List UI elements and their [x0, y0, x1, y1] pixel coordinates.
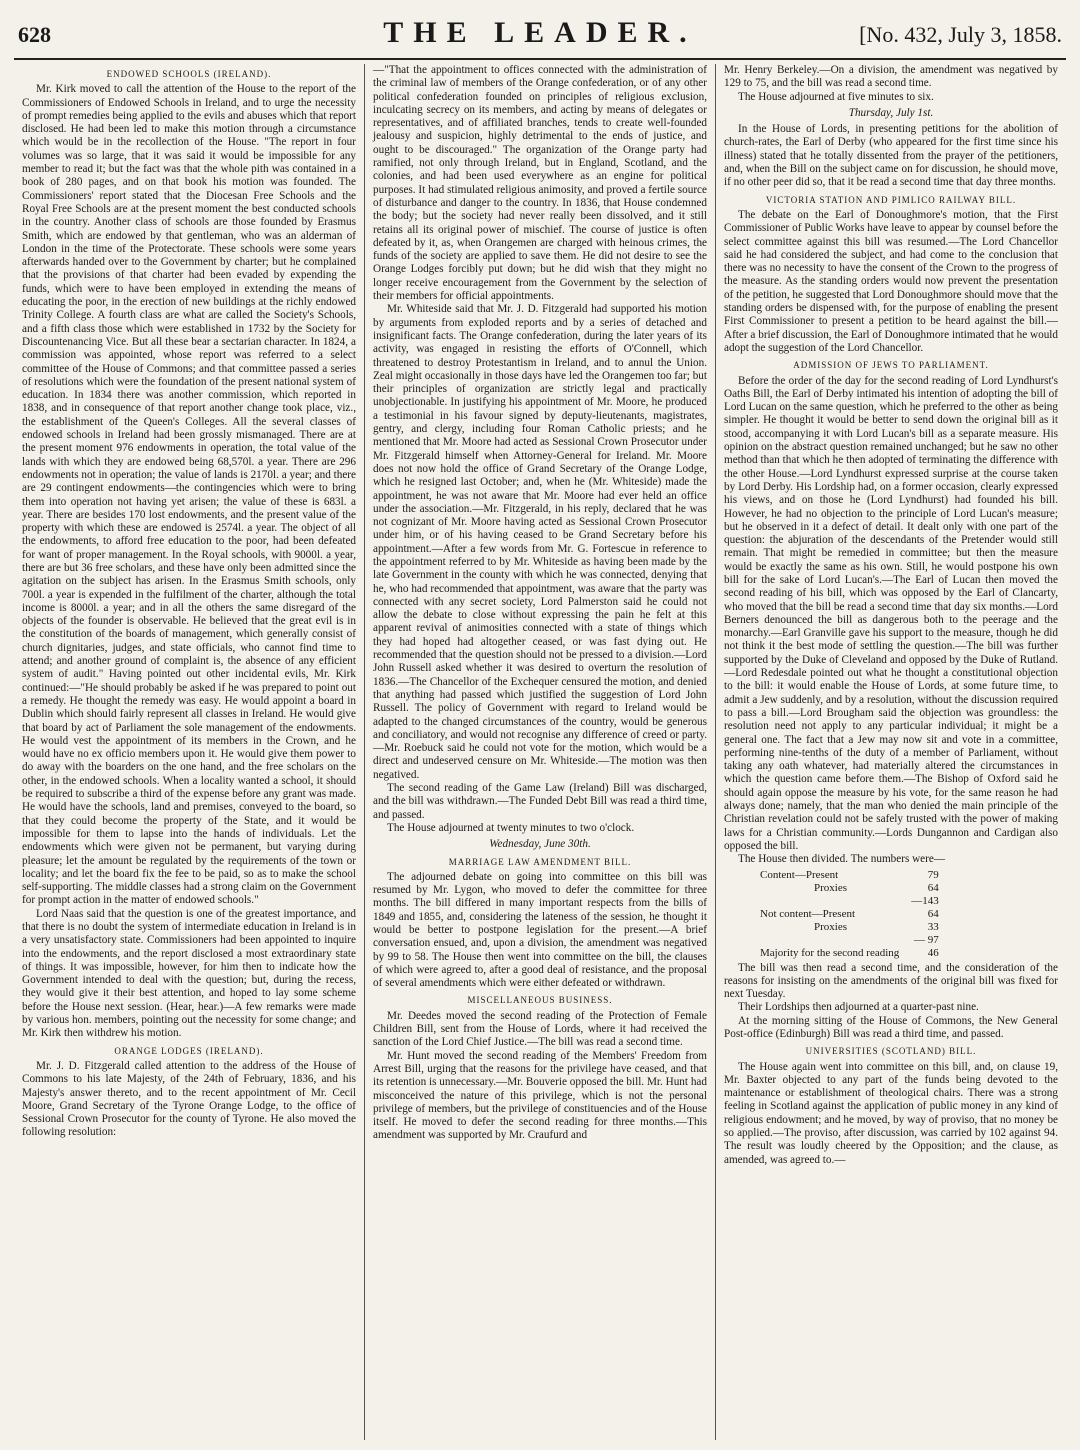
section-heading: VICTORIA STATION AND PIMLICO RAILWAY BILL. — [765, 194, 1017, 205]
page-header — [14, 8, 1066, 60]
paragraph: Lord Naas said that the question is one of the greatest importance, and that there is no doubt the system of intermediate education in Ireland is in a very unsatisfactory state. Commissioners had been appointed to inquire into the endowments, and the report disclosed a most extraordinary state of things. It was impossible, however, for him then to indicate how the Government intended to deal with the question; but, during the recess, they would give it their best attention, and hoped to lay some scheme before the House next session. (Hear, hear.)—A few remarks were made by various hon. members, pointing out the necessity for some change; and Mr. Kirk then withdrew his motion. — [22, 907, 356, 1040]
table-row — [754, 869, 945, 882]
vote-label: Not content—Present — [760, 907, 856, 920]
paragraph: Mr. Kirk moved to call the attention of the House to the report of the Commissioners of Endowed Schools in Ireland, and to urge the necessity of prompt remedies being applied to the evils and abuses which that report disclosed. He had been led to make this motion through a circumstance which would be in the recollection of the House. "The report in four volumes was so large, that it was said it would be impossible for any member to read it; but the fact was that the whole pith was contained in a book of 280 pages, and on that book his motion was founded. The Commissioners' report stated that the Diocesan Free Schools and the Royal Free Schools are at the present moment the best conducted schools in the country. Another class of schools are those founded by Erasmus Smith, which are endowed by that gentleman, who was an alderman of London in the time of the Protectorate. These schools were some years afterwards handed over to the Government by charter; but he complained that the provisions of that charter had been evaded by expending the funds, which were to have been employed in extending the means of educating the poor, in the erection of new buildings at the richly endowed Trinity College. A fourth class are what are called the Society's Schools, and a fifth class those which were established in 1732 by the Society for Discountenancing Vice. But all these bear a sectarian character. In 1824, a commission was appointed, whose report was referred to a select committee of the House of Commons; and that committee passed a series of resolutions which were the foundation of the present national system of education. In 1834 there was another commission, which reported in 1838, and in consequence of that report another change took place, viz., the establishment of the Queen's Colleges. All the several classes of endowed schools in Ireland had been grossly mismanaged. There are at the present moment 976 endowments in operation, the total value of the lands with which they are endowed being 68,570l. a year. There are 296 endowments not in operation; the value of lands is 2170l. a year; and there are 29 contingent endowments—the contingencies which were to bring them into operation not having yet arisen; the value of these is 683l. a year. There are besides 170 lost endowments, and the present value of the property with which these are endowed is 2574l. a year. The object of all the endowments, to afford free education to the poor, had been defeated for want of proper management. In the Royal schools, with 9000l. a year, there are but 36 free scholars, and these have only been admitted since the agitation on the subject has arisen. In the Erasmus Smith schools, only 700l. a year is expended in the fulfilment of the charter, although the total income is 8000l. a year; and in all the others the same disregard of the objects of the founder is observable. He believed that the great evil is in the constitution of the boards of management, which generally consist of church dignitaries, judges, and state officials, who cannot find time to attend; and another ground of complaint is, the absence of any efficient system of audit." Having pointed out other incidental evils, Mr. Kirk continued:—"He should probably be asked if he was prepared to point out a remedy. He thought the remedy was easy. He would appoint a board in Dublin which should fairly represent all classes in Ireland. He would give that board by act of Parliament the sole management of the endowments. He would vest the appointment of its members in the Crown, and he would have no ex officio members upon it. He would give them power to do away with the boarders on the one hand, and the free scholars on the other, in the endowed schools. When a locality wanted a school, it should be required to subscribe a third of the expense before any grant was made. He would have the schools, land and premises, conveyed to the board, so that they could become the property of the State, and it would be impossible for them to lapse into the hands of individuals. Let the endowments which were given not be permanent, but varying during pleasure; let the amount be regulated by the requirements of the town or locality; and let the board fix the fee to be paid, so as to make the school self-supporting. The middle classes had a strong claim on the Government for prompt action in the matter of endowed schools." — [22, 83, 356, 907]
section-heading: UNIVERSITIES (SCOTLAND) BILL. — [805, 1046, 977, 1057]
paragraph: The House again went into committee on this bill, and, on clause 19, Mr. Baxter objected to any part of the funds being devoted to the maintenance or establishment of theological chairs. There was a strong feeling in Scotland against the application of public money in any kind of religious endowment; and he moved, by way of proviso, that no money be so applied.—The proviso, after discussion, was carried by 102 against 94. The result was loudly cheered by the Opposition; and the clause, as amended, was agreed to.— — [724, 1060, 1058, 1166]
column-3 — [715, 64, 1066, 1440]
paragraph: The adjourned debate on going into committee on this bill was resumed by Mr. Lygon, who moved to defer the committee for three months. The bill differed in many important respects from the bills of 1849 and 1855, and, considering the lateness of the session, he thought it would be better to postpone legislation for the present.—A brief conversation ensued, and, upon a division, the amendment was negatived by 99 to 58. The House then went into committee on the bill, the clauses of which were agreed to, after a good deal of resistance, and the proposal of several amendments which were either defeated or withdrawn. — [373, 870, 707, 990]
page-number: 628 — [18, 22, 51, 47]
table-row — [754, 921, 945, 934]
vote-count: 64 — [927, 881, 939, 894]
paragraph: Mr. Deedes moved the second reading of the Protection of Female Children Bill, sent from the House of Lords, where it had received the sanction of the Lord Chief Justice.—The bill was read a second time. — [373, 1009, 707, 1049]
issue-info: [No. 432, July 3, 1858. — [859, 22, 1062, 47]
paragraph: Mr. Henry Berkeley.—On a division, the amendment was negatived by 129 to 75, and the bill was read a second time. — [724, 64, 1058, 90]
paragraph: Their Lordships then adjourned at a quarter-past nine. — [738, 1001, 979, 1014]
table-row — [754, 947, 945, 960]
date-line: Wednesday, June 30th. — [489, 838, 591, 851]
column-1 — [14, 64, 364, 1440]
paragraph: Mr. Hunt moved the second reading of the Members' Freedom from Arrest Bill, urging that the reasons for the privilege have ceased, and that its retention is unnecessary.—Mr. Bouverie opposed the bill. Mr. Hunt had misconceived the nature of this privilege, which is not the personal privilege of members, but the privilege of constituencies and of the House itself. He moved to defer the second reading for three months.—This amendment was supported by Mr. Craufurd and — [373, 1049, 707, 1142]
vote-label: Majority for the second reading — [760, 946, 900, 959]
paragraph: The House adjourned at five minutes to six. — [738, 90, 934, 103]
section-heading: MISCELLANEOUS BUSINESS. — [467, 995, 613, 1006]
section-heading: ENDOWED SCHOOLS (IRELAND). — [106, 69, 272, 79]
date-line: Thursday, July 1st. — [848, 106, 934, 119]
vote-total: — 97 — [914, 933, 939, 946]
paragraph: At the morning sitting of the House of Commons, the New General Post-office (Edinburgh) Bill was read a third time, and passed. — [724, 1014, 1058, 1040]
paragraph: The House then divided. The numbers were— — [738, 853, 946, 866]
paragraph: The bill was then read a second time, and the consideration of the reasons for insisting on the amendments of the original bill was fixed for next Tuesday. — [724, 961, 1058, 1001]
table-row — [754, 934, 945, 947]
vote-count: 33 — [927, 920, 939, 933]
vote-majority: 46 — [927, 946, 939, 959]
paragraph: In the House of Lords, in presenting petitions for the abolition of church-rates, the Earl of Derby (who appeared for the first time since his illness) stated that he totally dissented from the prayer of the petitioners, and, when the Bill on the subject came on for discussion, he should move, if no other peer did so, that it be read a second time that day three months. — [724, 123, 1058, 189]
vote-count: 79 — [927, 868, 939, 881]
paragraph: Mr. J. D. Fitzgerald called attention to the address of the House of Commons to his late Majesty, of the 24th of February, 1836, and his Majesty's answer thereto, and to the recent appointment of Mr. Cecil Moore, Grand Secretary of the Tyrone Orange Lodge, to the office of Sessional Crown Prosecutor for the county of Tyrone. He also moved the following resolution: — [22, 1059, 356, 1139]
table-row — [754, 895, 945, 908]
article-columns — [14, 64, 1066, 1440]
paragraph: Before the order of the day for the second reading of Lord Lyndhurst's Oaths Bill, the Earl of Derby intimated his intention of adopting the bill of Lord Lucan on the same question, which he preferred to the other as being simpler. He thought it would be better to send down the original bill as it stood, accompanying it with Lord Lucan's bill as a separate measure. His opinion on the abstract question remained unchanged; but he saw no other method than that which he then adopted of terminating the difference with the other House.—Lord Lyndhurst expressed surprise at the course taken by Lord Derby. His Lordship had, on a former occasion, clearly expressed his views, and on those he (Lord Lyndhurst) had founded his bill. However, he had no objection to the principle of Lord Lucan's measure; but he observed in it a defect of detail. It dealt only with one part of the question: the abjuration of the descendants of the Pretender would still remain. That might be remedied in committee; but then the measure would be exactly the same as his own. Still, he would postpone his own bill for the sake of Lord Lucan's.—The Earl of Lucan then moved the second reading of his bill, which was opposed by the Earl of Clancarty, who moved that the bill be read a second time that day six months.—Lord Berners denounced the bill as dangerous both to the peerage and the monarchy.—Earl Granville gave his support to the measure, though he did not think it the best mode of settling the question.—The bill was further supported by the Duke of Cleveland and opposed by the Duke of Rutland.—Lord Redesdale pointed out what he thought a constitutional objection to the bill: it would enable the House of Lords, at some future time, to admit a Jew suddenly, and by a resolution, without the discussion required to pass a bill.—Lord Brougham said the objection was groundless: the resolution need not apply to any particular individual; it might be a general one. The fact that a Jew may now sit and vote in a committee, performing nine-tenths of the duty of a member of Parliament, without taking any oath whatever, had materially altered the circumstances in which the question came before them.—The Bishop of Oxford said he should again oppose the measure by his vote, for the same reason he had always done; namely, that the man who denied the main principle of the Christian revelation could not be safely trusted with the power of making laws for a Christian community.—Lords Dungannon and Cardigan also opposed the bill. — [724, 374, 1058, 852]
vote-total: —143 — [911, 894, 939, 907]
section-heading: ORANGE LODGES (IRELAND). — [114, 1045, 264, 1056]
column-2 — [364, 64, 715, 1440]
vote-label: Content—Present — [760, 868, 839, 881]
paragraph: Mr. Whiteside said that Mr. J. D. Fitzgerald had supported his motion by arguments from exploded reports and by a series of detached and insignificant facts. The Orange confederation, during the later years of its activity, was engaged in resisting the efforts of O'Connell, which threatened to destroy Protestantism in Ireland, and to annul the Union. Zeal might occasionally in those days have led the Orangemen too far; but their principles of organization are strictly legal and practically unobjectionable. In justifying his appointment of Mr. Moore, he produced a testimonial in his favour signed by deputy-lieutenants, magistrates, gentry, and clergy, including four Roman Catholic priests; and he mentioned that Mr. Moore had acted as Sessional Crown Prosecutor under Mr. Fitzgerald himself when Attorney-General for Ireland. Mr. Moore does not now hold the office of Grand Secretary of the Orange Lodge, which he resigned last October; and, when he (Mr. Whiteside) made the appointment, he was not aware that Mr. Moore had ever held an office under the association.—Mr. Fitzgerald, in his reply, declared that he was not cognizant of Mr. Moore having acted as Sessional Crown Prosecutor under him, or of his having ceased to be Grand Secretary before his appointment.—After a few words from Mr. G. Fortescue in reference to the appointment referred to by Mr. Whiteside as having been made by the late Government in the county with which he was connected, denying that he, who had recommended that appointment, was aware that the party was connected with any secret society, Lord Palmerston said he could not allow the debate to close without expressing the pain he felt at this apparent revival of animosities connected with a state of things which they had hoped had altogether ceased, or was fast dying out. He recommended that the question should not be pressed to a division.—Lord John Russell asked whether it was desired to overturn the resolution of 1836.—The Chancellor of the Exchequer censured the motion, and denied that anything had passed which justified the suggestion of Lord John Russell. The policy of Government with regard to Ireland would be adapted to the changed circumstances of the country, would be generous and conciliatory, and would not recognise any difference of creed or party.—Mr. Roebuck said he could not vote for the motion, which would be a direct and undeserved censure on Mr. Whiteside.—The motion was then negatived. — [373, 303, 707, 781]
masthead-title: THE LEADER. — [383, 16, 697, 49]
paragraph: The House adjourned at twenty minutes to two o'clock. — [387, 821, 635, 834]
table-row — [754, 882, 945, 895]
paragraph: The second reading of the Game Law (Ireland) Bill was discharged, and the bill was withdrawn.—The Funded Debt Bill was read a third time, and passed. — [373, 782, 707, 821]
paragraph: The debate on the Earl of Donoughmore's motion, that the First Commissioner of Public Works have leave to appear by counsel before the select committee against this bill was resumed.—The Lord Chancellor said he had considered the subject, and had come to the conclusion that there was no necessity to have the consent of the Crown to the progress of the measure. As the standing orders would now prevent the presentation of the petition, he suggested that Lord Donoughmore should move that the standing orders be dispensed with, for the purpose of enabling the present First Commissioner to present a petition to be heard against the bill.—After a brief discussion, the Earl of Donoughmore intimated that he would adopt the suggestion of the Lord Chancellor. — [724, 208, 1058, 354]
division-table — [754, 869, 945, 960]
section-heading: ADMISSION OF JEWS TO PARLIAMENT. — [793, 360, 989, 371]
vote-label: Proxies — [814, 881, 847, 894]
paragraph: —"That the appointment to offices connected with the administration of the criminal law of members of the Orange confederation, or of any other political confederation founded on principles of religious exclusion, inculcating secrecy on its members, and acting by means of delegates or representatives, and of affiliated branches, tends to create well-founded jealousy and suspicion, highly detrimental to the ends of justice, and ought to be discouraged." The organization of the Orange party had ramified, not only through Ireland, but in England, Scotland, and the colonies, and had been used everywhere as an engine for political purposes. It had stimulated religious animosity, and proved a fertile source of disturbance and danger to the country. In 1836, that House condemned the body; but the society had never really been dissolved, and it still retains all its original power of mischief. The course of justice is often defeated by it, as, when Orangemen are charged with heinous crimes, the funds of the society are applied to save them. He did not desire to see the Orange Lodges forcibly put down; but he did wish that they might no longer receive encouragement from the Government by the selection of their members for official appointments. — [373, 64, 707, 303]
vote-count: 64 — [927, 907, 939, 920]
table-row — [754, 908, 945, 921]
vote-label: Proxies — [814, 920, 847, 933]
section-heading: MARRIAGE LAW AMENDMENT BILL. — [448, 856, 632, 867]
